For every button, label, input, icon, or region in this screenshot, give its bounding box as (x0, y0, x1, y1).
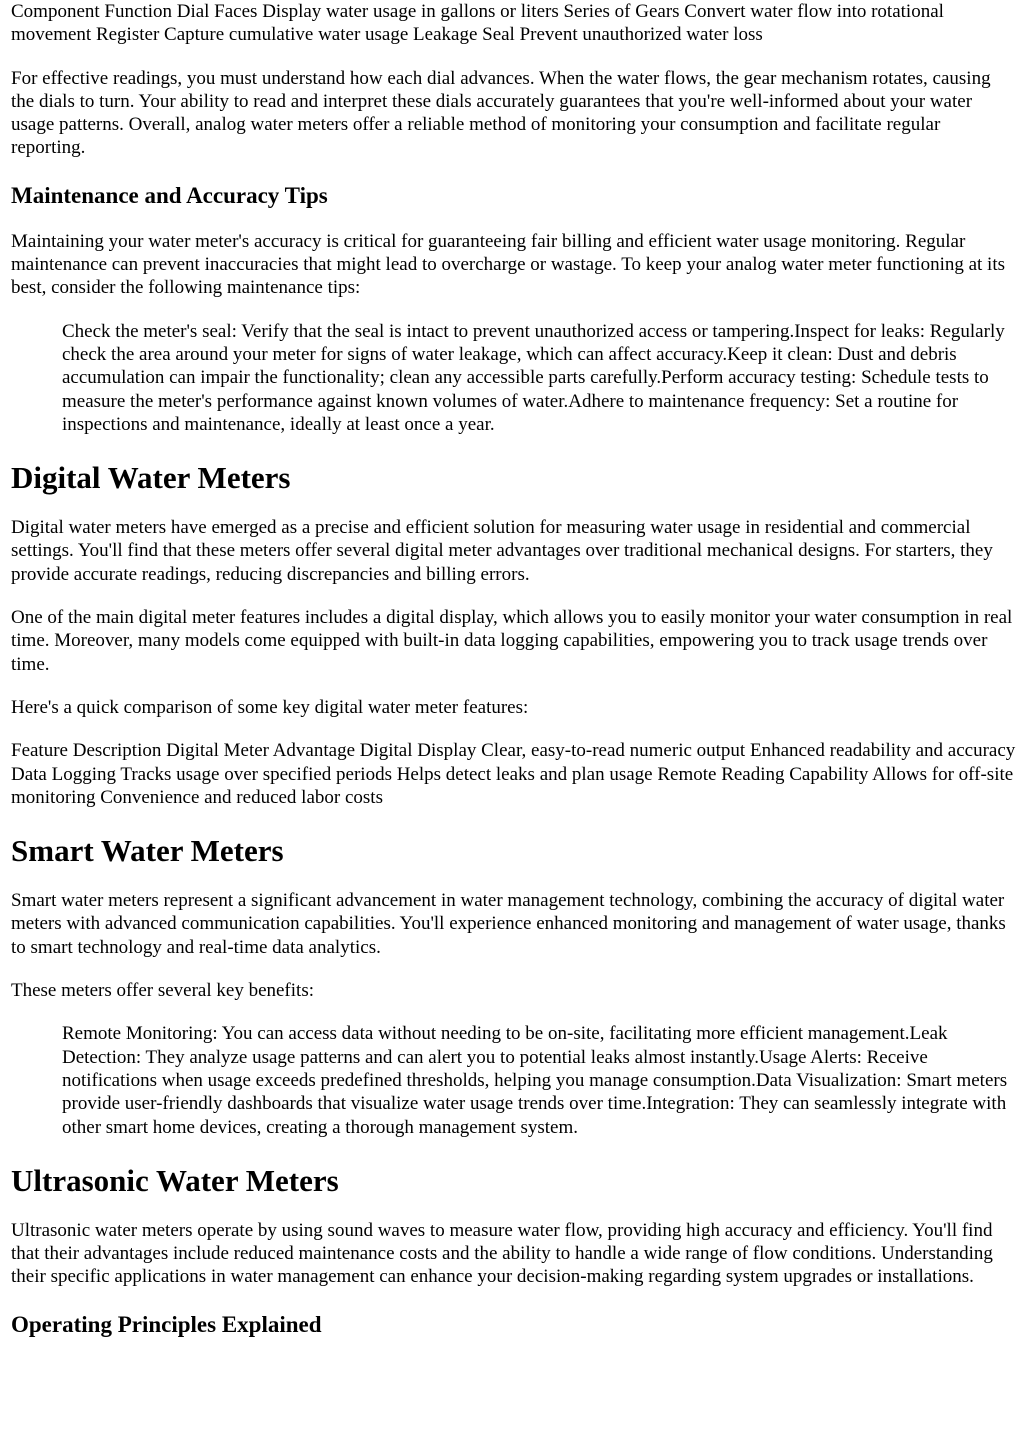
digital-paragraph-3: Here's a quick comparison of some key digital water meter features: (11, 696, 529, 718)
smart-paragraph-2: These meters offer several key benefits: (11, 980, 314, 1002)
digital-features-table-text: Feature Description Digital Meter Advantage Digital Display Clear, easy-to-read numeric output Enhanced readability and accuracy Data Logging Tracks usage over specified periods Helps detect leaks and plan usage Remote Reading Capability Allows for off-site monitoring Convenience and reduced labor costs (11, 740, 1016, 808)
ultrasonic-meters-heading: Ultrasonic Water Meters (11, 1162, 339, 1198)
digital-paragraph-1: Digital water meters have emerged as a precise and efficient solution for measuring water usage in residential and commercial settings. You'll find that these meters offer several digital meter advantages over traditional mechanical designs. For starters, they provide accurate readings, reducing discrepancies and billing errors. (11, 517, 993, 585)
maintenance-tips-list: Check the meter's seal: Verify that the seal is intact to prevent unauthorized access or tampering.Inspect for leaks: Regularly check the area around your meter for signs of water leakage, which can affect accuracy.Keep it clean: Dust and debris accumulation can impair the functionality; clean any accessible parts carefully.Perform accuracy testing: Schedule tests to measure the meter's performance against known volumes of water.Adhere to maintenance frequency: Set a routine for inspections and maintenance, ideally at least once a year. (62, 320, 1005, 435)
smart-meters-heading: Smart Water Meters (11, 833, 284, 869)
operating-principles-heading: Operating Principles Explained (11, 1311, 322, 1337)
smart-benefits-list: Remote Monitoring: You can access data without needing to be on-site, facilitating more efficient management.Leak Detection: They analyze usage patterns and can alert you to potential leaks almost instantly.Usage Alerts: Receive notifications when usage exceeds predefined thresholds, helping you manage consumption.Data Visualization: Smart meters provide user-friendly dashboards that visualize water usage trends over time.Integration: They can seamlessly integrate with other smart home devices, creating a thorough management system. (62, 1023, 1008, 1138)
digital-meters-heading: Digital Water Meters (11, 460, 291, 496)
ultrasonic-paragraph-1: Ultrasonic water meters operate by using sound waves to measure water flow, providing high accuracy and efficiency. You'll find that their advantages include reduced maintenance costs and the ability to handle a wide range of flow conditions. Understanding their specific applications in water management can enhance your decision-making regarding system upgrades or installations. (11, 1219, 993, 1288)
analog-components-table-text: Component Function Dial Faces Display water usage in gallons or liters Series of Gears Convert water flow into rotational movement Register Capture cumulative water usage Leakage Seal Prevent unauthorized water loss (11, 1, 944, 46)
smart-paragraph-1: Smart water meters represent a significant advancement in water management technology, combining the accuracy of digital water meters with advanced communication capabilities. You'll experience enhanced monitoring and management of water usage, thanks to smart technology and real-time data analytics. (11, 890, 1006, 958)
digital-paragraph-2: One of the main digital meter features includes a digital display, which allows you to easily monitor your water consumption in real time. Moreover, many models come equipped with built-in data logging capabilities, empowering you to track usage trends over time. (11, 607, 1013, 675)
analog-reading-paragraph: For effective readings, you must understand how each dial advances. When the water flows, the gear mechanism rotates, causing the dials to turn. Your ability to read and interpret these dials accurately guarantees that you're well-informed about your water usage patterns. Overall, analog water meters offer a reliable method of monitoring your consumption and facilitate regular reporting. (11, 67, 991, 159)
maintenance-heading: Maintenance and Accuracy Tips (11, 182, 328, 208)
maintenance-intro-paragraph: Maintaining your water meter's accuracy is critical for guaranteeing fair billing and efficient water usage monitoring. Regular maintenance can prevent inaccuracies that might lead to overcharge or wastage. To keep your analog water meter functioning at its best, consider the following maintenance tips: (11, 230, 1006, 299)
